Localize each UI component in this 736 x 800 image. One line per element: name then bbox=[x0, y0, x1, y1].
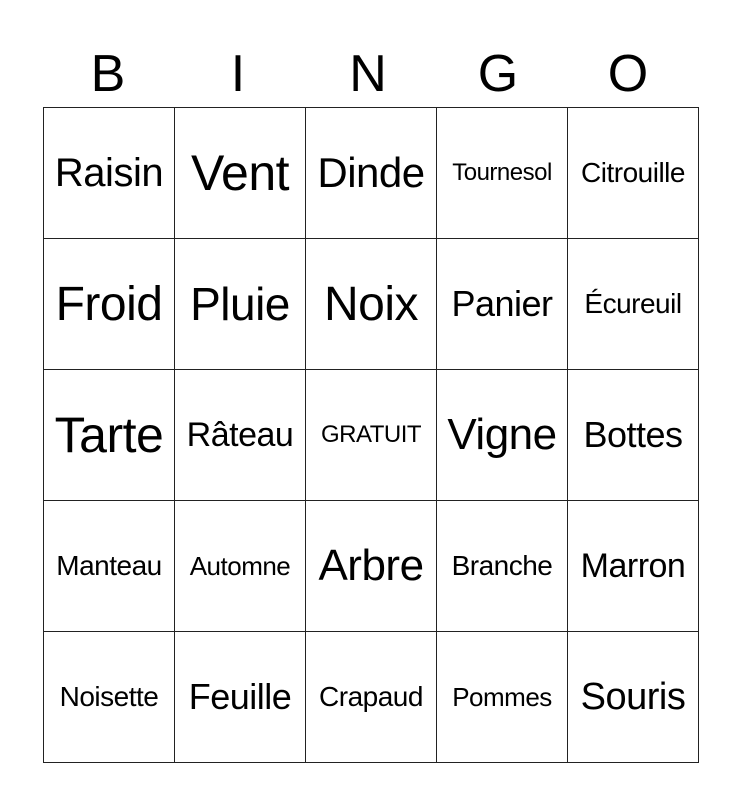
bingo-cell[interactable]: Branche bbox=[437, 501, 568, 632]
header-letter-i: I bbox=[230, 45, 246, 103]
bingo-cell[interactable]: Citrouille bbox=[568, 108, 699, 239]
header-letter-g: G bbox=[477, 45, 519, 103]
bingo-row bbox=[44, 632, 699, 763]
bingo-row bbox=[44, 108, 699, 239]
bingo-cell[interactable]: Noisette bbox=[44, 632, 175, 763]
bingo-cell[interactable]: Bottes bbox=[568, 370, 699, 501]
bingo-cell[interactable]: Dinde bbox=[306, 108, 437, 239]
bingo-cell[interactable]: Vigne bbox=[437, 370, 568, 501]
bingo-cell[interactable]: Panier bbox=[437, 239, 568, 370]
bingo-row bbox=[44, 370, 699, 501]
bingo-row bbox=[44, 501, 699, 632]
bingo-cell[interactable]: Marron bbox=[568, 501, 699, 632]
bingo-cell[interactable]: Froid bbox=[44, 239, 175, 370]
bingo-cell[interactable]: Pommes bbox=[437, 632, 568, 763]
bingo-cell[interactable]: Râteau bbox=[175, 370, 306, 501]
bingo-cell[interactable]: Vent bbox=[175, 108, 306, 239]
bingo-header bbox=[43, 44, 693, 104]
header-letter-n: N bbox=[349, 45, 387, 103]
bingo-row bbox=[44, 239, 699, 370]
bingo-cell[interactable]: Tournesol bbox=[437, 108, 568, 239]
bingo-cell[interactable]: Écureuil bbox=[568, 239, 699, 370]
bingo-cell[interactable]: Feuille bbox=[175, 632, 306, 763]
header-letter-b: B bbox=[90, 45, 126, 103]
bingo-cell[interactable]: Pluie bbox=[175, 239, 306, 370]
bingo-cell[interactable]: GRATUIT bbox=[306, 370, 437, 501]
bingo-cell[interactable]: Noix bbox=[306, 239, 437, 370]
bingo-cell[interactable]: Tarte bbox=[44, 370, 175, 501]
bingo-card bbox=[43, 107, 699, 763]
bingo-cell[interactable]: Arbre bbox=[306, 501, 437, 632]
bingo-cell[interactable]: Automne bbox=[175, 501, 306, 632]
bingo-cell[interactable]: Souris bbox=[568, 632, 699, 763]
bingo-cell[interactable]: Crapaud bbox=[306, 632, 437, 763]
bingo-cell[interactable]: Raisin bbox=[44, 108, 175, 239]
header-letter-o: O bbox=[607, 45, 649, 103]
bingo-cell[interactable]: Manteau bbox=[44, 501, 175, 632]
